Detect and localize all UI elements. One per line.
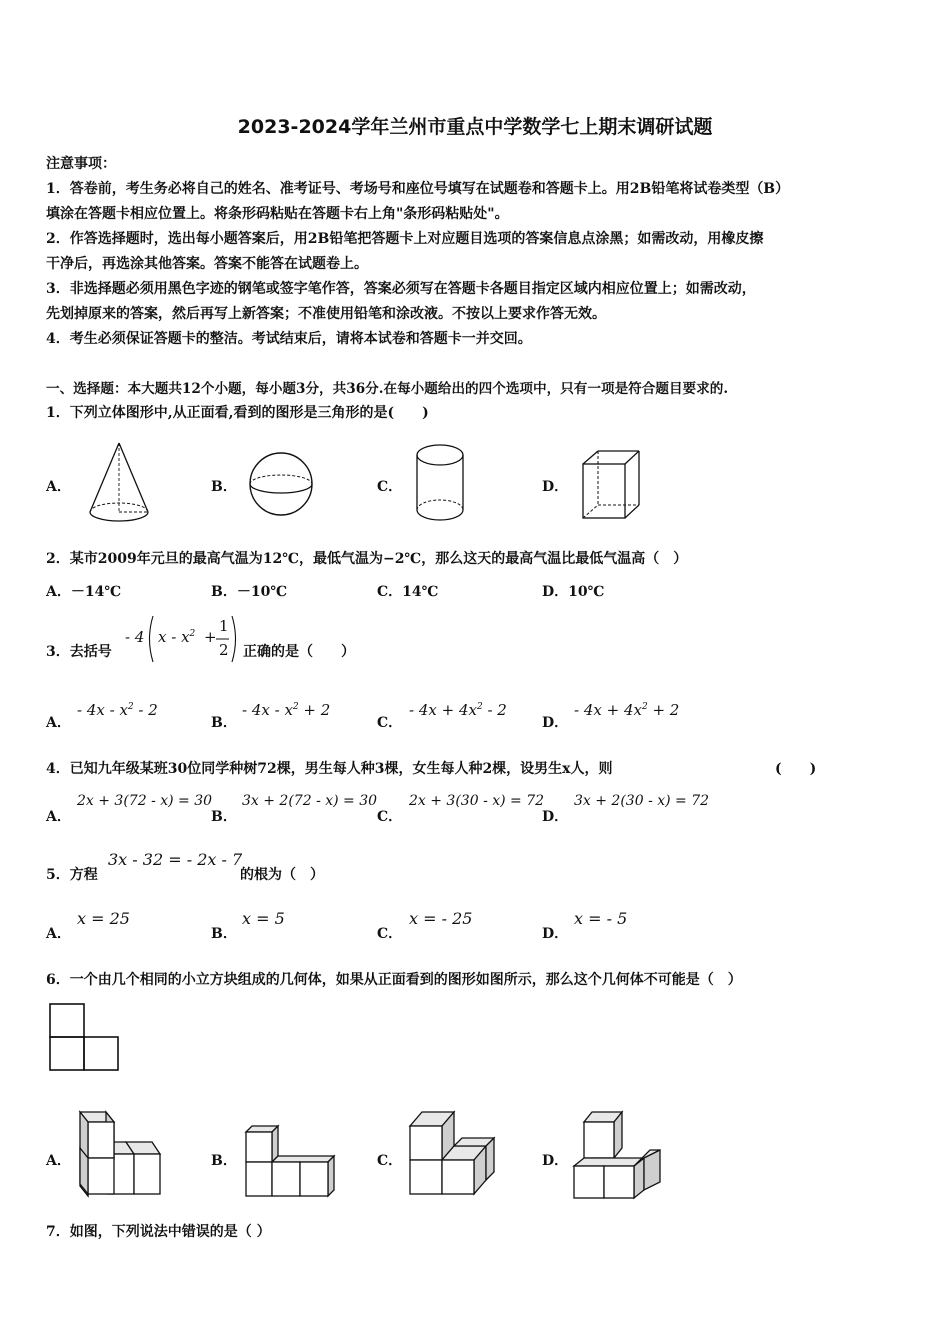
notice-heading: 注意事项： bbox=[46, 156, 116, 172]
option-c-constant: - 2 bbox=[482, 701, 507, 719]
option-d-equation: 3x + 2(30 - x) = 72 bbox=[574, 793, 710, 809]
notice-line: 填涂在答题卡相应位置上。将条形码粘贴在答题卡右上角"条形码粘贴处"。 bbox=[46, 206, 509, 222]
option-d-root: x = - 5 bbox=[574, 909, 628, 928]
question-4-stem: 4．已知九年级某班30位同学种树72棵，男生每人种3棵，女生每人种2棵，设男生x人，则 bbox=[46, 761, 613, 777]
option-a-root: x = 25 bbox=[77, 909, 130, 928]
exponent: 2 bbox=[189, 629, 196, 639]
option-d-expression bbox=[574, 701, 679, 719]
option-b-expression bbox=[242, 701, 330, 719]
option-b-label: B． bbox=[211, 479, 237, 495]
question-5-stem-prefix: 5．方程 bbox=[46, 867, 98, 883]
question-3-stem-suffix: 正确的是（ ） bbox=[243, 644, 355, 660]
equation: 3x - 32 = - 2x - 7 bbox=[108, 850, 243, 869]
option-b-equation: 3x + 2(72 - x) = 30 bbox=[242, 793, 378, 809]
option-b-constant: + 2 bbox=[298, 701, 331, 719]
notice-line: 先划掉原来的答案，然后再写上新答案；不准使用铅笔和涂改液。不按以上要求作答无效。 bbox=[46, 306, 606, 322]
option-b-cube-figure bbox=[242, 1124, 340, 1198]
option-d-label: D． bbox=[542, 1153, 569, 1169]
option-a-constant: - 2 bbox=[133, 701, 158, 719]
option-a-terms: - 4x - x bbox=[77, 701, 128, 719]
option-c: C．14℃ bbox=[377, 584, 439, 600]
option-c-expression bbox=[409, 701, 507, 719]
notice-line: 干净后，再选涂其他答案。答案不能答在试题卷上。 bbox=[46, 256, 368, 272]
option-a-expression bbox=[77, 701, 158, 719]
option-d-terms: - 4x + 4x bbox=[574, 701, 642, 719]
front-view-figure bbox=[48, 1002, 122, 1072]
option-b-root: x = 5 bbox=[242, 909, 285, 928]
sphere-figure bbox=[248, 450, 316, 520]
option-c-root: x = - 25 bbox=[409, 909, 473, 928]
exponent: 2 bbox=[127, 702, 134, 712]
question-1-stem: 1．下列立体图形中,从正面看,看到的图形是三角形的是( ) bbox=[46, 405, 429, 421]
cylinder-figure bbox=[414, 442, 468, 524]
answer-paren: ( ) bbox=[775, 761, 817, 777]
cone-figure bbox=[86, 440, 152, 524]
option-a-label: A． bbox=[46, 809, 71, 825]
expression-terms: x - x bbox=[158, 628, 190, 646]
exponent: 2 bbox=[476, 702, 483, 712]
fraction-numerator: 1 bbox=[219, 617, 229, 635]
fraction-denominator: 2 bbox=[219, 641, 229, 659]
notice-line: 1．答卷前，考生务必将自己的姓名、准考证号、考场号和座位号填写在试题卷和答题卡上。用2B铅笔将试卷类型（B） bbox=[46, 181, 790, 197]
option-c-label: C． bbox=[377, 1153, 403, 1169]
exponent: 2 bbox=[292, 702, 299, 712]
section-heading: 一、选择题：本大题共12个小题，每小题3分，共36分.在每小题给出的四个选项中，只有一项是符合题目要求的. bbox=[46, 381, 729, 397]
option-a-cube-figure bbox=[76, 1108, 164, 1198]
option-d-label: D． bbox=[542, 479, 569, 495]
question-3-stem-prefix: 3．去括号 bbox=[46, 644, 112, 660]
option-c-label: C． bbox=[377, 479, 403, 495]
cube-figure bbox=[580, 448, 642, 522]
option-a-label: A． bbox=[46, 479, 71, 495]
option-c-label: C． bbox=[377, 715, 403, 731]
question-5-stem-suffix: 的根为（ ） bbox=[240, 867, 324, 883]
option-c-cube-figure bbox=[406, 1106, 500, 1198]
exponent: 2 bbox=[641, 702, 648, 712]
option-a-label: A． bbox=[46, 926, 71, 942]
option-b: B．－10℃ bbox=[211, 584, 288, 600]
left-parenthesis bbox=[145, 614, 155, 664]
option-b-label: B． bbox=[211, 1153, 237, 1169]
expression-coefficient: - 4 bbox=[125, 628, 145, 646]
option-b-label: B． bbox=[211, 926, 237, 942]
question-7-stem: 7．如图，下列说法中错误的是（ ） bbox=[46, 1224, 271, 1240]
notice-line: 4．考生必须保证答题卡的整洁。考试结束后，请将本试卷和答题卡一并交回。 bbox=[46, 331, 532, 347]
notice-line: 3．非选择题必须用黑色字迹的钢笔或签字笔作答，答案必须写在答题卡各题目指定区域内相应位置上；如需改动， bbox=[46, 281, 756, 297]
option-c-label: C． bbox=[377, 809, 403, 825]
expression-inner bbox=[158, 628, 195, 646]
option-a-equation: 2x + 3(72 - x) = 30 bbox=[77, 793, 213, 809]
option-d-constant: + 2 bbox=[647, 701, 680, 719]
option-c-terms: - 4x + 4x bbox=[409, 701, 477, 719]
option-a-label: A． bbox=[46, 715, 71, 731]
option-d-label: D． bbox=[542, 809, 569, 825]
right-parenthesis bbox=[230, 614, 240, 664]
option-a-label: A． bbox=[46, 1153, 71, 1169]
question-2-stem: 2．某市2009年元旦的最高气温为12℃，最低气温为−2℃，那么这天的最高气温比最低气温高（ ） bbox=[46, 551, 688, 567]
notice-line: 2．作答选择题时，选出每小题答案后，用2B铅笔把答题卡上对应题目选项的答案信息点涂黑；如需改动，用橡皮擦 bbox=[46, 231, 764, 247]
fraction-bar bbox=[216, 638, 230, 640]
option-d: D．10℃ bbox=[542, 584, 605, 600]
option-c-label: C． bbox=[377, 926, 403, 942]
option-d-label: D． bbox=[542, 715, 569, 731]
option-d-cube-figure bbox=[570, 1108, 666, 1198]
option-b-label: B． bbox=[211, 809, 237, 825]
option-d-label: D． bbox=[542, 926, 569, 942]
page-title: 2023-2024学年兰州市重点中学数学七上期末调研试题 bbox=[237, 116, 713, 138]
option-a: A．－14℃ bbox=[46, 584, 122, 600]
plus-sign: + bbox=[204, 628, 217, 646]
option-b-terms: - 4x - x bbox=[242, 701, 293, 719]
option-c-equation: 2x + 3(30 - x) = 72 bbox=[409, 793, 545, 809]
option-b-label: B． bbox=[211, 715, 237, 731]
question-6-stem: 6．一个由几个相同的小立方块组成的几何体，如果从正面看到的图形如图所示，那么这个几何体不可能是（ ） bbox=[46, 972, 742, 988]
